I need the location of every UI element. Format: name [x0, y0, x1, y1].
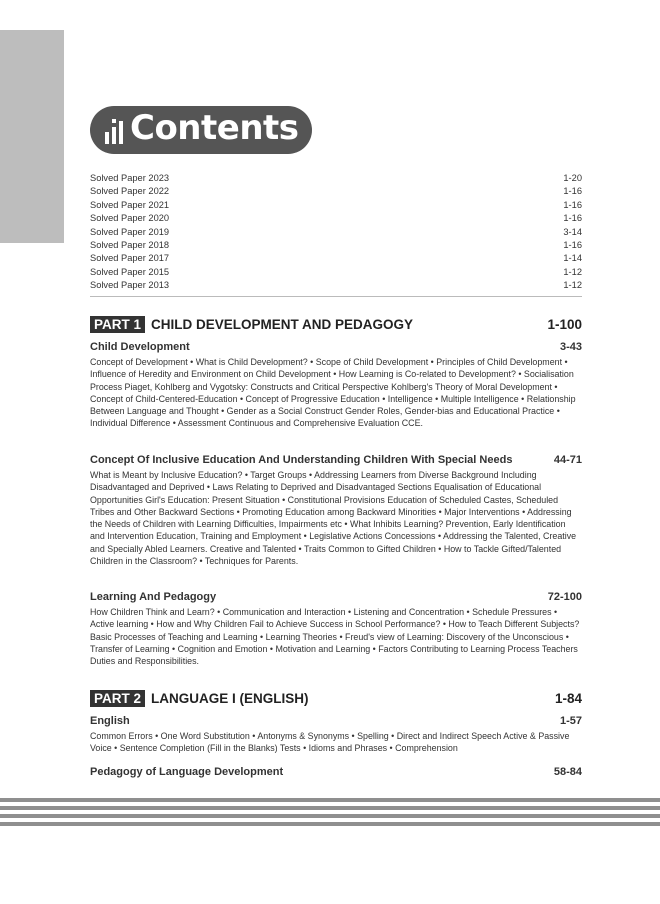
paper-pages: 1-16 — [563, 213, 582, 224]
chapter-child-development — [90, 339, 582, 430]
chapter-title: Learning And Pedagogy — [90, 591, 217, 603]
part-title: CHILD DEVELOPMENT AND PEDAGOGY — [151, 317, 414, 332]
list-item — [90, 239, 582, 252]
chapter-topics: What is Meant by Inclusive Education? • Target Groups • Addressing Learners from Diverse Background Including Disadvantaged and Deprived • Laws Relating to Deprived and Disadvantaged Sections Equalisation of Educational Opportunities Girl's Education: Present Situation • Constitutional Provisions Education of Scheduled Castes, Scheduled Tribes and Other Backward Sections • Promoting Education among Backward Minorities • Major Interventions • Addressing the Needs of Children with Learning Difficulties, Impairments etc • What Inhibits Learning? Prevention, Early Identification and Intervention Education, Training and Employment • Legislative Actions Concessions • Addressing the Talented, Creative and Specially Abled Learners. Creative and Talented • Traits Common to Gifted Children • How to Tackle Gifted/Talented Children in the Classroom? • Techniques for Parents. — [90, 470, 577, 567]
paper-pages: 1-12 — [563, 280, 582, 291]
list-item — [90, 199, 582, 212]
solved-papers-list — [90, 172, 582, 293]
paper-label: Solved Paper 2021 — [90, 199, 170, 210]
paper-pages: 1-16 — [563, 239, 582, 250]
list-item — [90, 226, 582, 239]
chapter-topics: Concept of Development • What is Child Development? • Scope of Child Development • Principles of Child Development • Influence of Heredity and Environment on Child Development • How Learning is Co-related to Development? • Socialisation Process Piaget, Kohlberg and Vygotsky: Constructs and Critical Perspective Kohlberg's Theory of Moral Development • Concept of Child-Centered-Education • Concept of Progressive Education • Intelligence • Multiple Intelligence • Relationship Between Language and Thought • Gender as a Social Construct Gender Roles, Gender-bias and Educational Practice • Individual Difference • Assessment Continuous and Comprehensive Evaluation CCE. — [90, 357, 576, 429]
part-pages: 1-100 — [547, 317, 582, 332]
list-item — [90, 172, 582, 185]
chapter-pages: 1-57 — [559, 715, 582, 727]
paper-pages: 1-20 — [563, 173, 582, 183]
chapter-topics: Common Errors • One Word Substitution • Antonyms & Synonyms • Spelling • Direct and Indirect Speech Active & Passive Voice • Sentence Completion (Fill in the Blanks) Tests • Idioms and Phrases • Comprehension — [90, 731, 570, 754]
part-badge: PART 2 — [90, 690, 145, 707]
chapter-pages: 3-43 — [559, 341, 582, 353]
paper-pages: 3-14 — [563, 226, 582, 237]
chapter-title: English — [90, 715, 130, 727]
paper-pages: 1-12 — [563, 266, 582, 277]
chapter-title: Pedagogy of Language Development — [90, 766, 284, 778]
paper-label: Solved Paper 2019 — [90, 226, 170, 237]
stripe — [0, 806, 660, 810]
part-badge: PART 1 — [90, 316, 145, 333]
list-item — [90, 252, 582, 265]
chapter-pages: 44-71 — [553, 454, 582, 466]
part-2-heading — [90, 690, 582, 707]
list-item — [90, 185, 582, 198]
footer-stripes — [0, 798, 660, 830]
chapter-inclusive-education — [90, 452, 582, 567]
part-1-heading — [90, 316, 582, 333]
chapter-title: Concept Of Inclusive Education And Understanding Children With Special Needs — [90, 454, 513, 466]
paper-pages: 1-16 — [563, 199, 582, 210]
list-item — [90, 266, 582, 279]
chapter-pedagogy-language — [90, 764, 582, 780]
stripe — [0, 822, 660, 826]
paper-label: Solved Paper 2013 — [90, 280, 170, 291]
paper-pages: 1-16 — [563, 186, 582, 197]
bars-icon — [104, 118, 126, 144]
part-pages: 1-84 — [554, 691, 582, 706]
contents-header — [90, 106, 312, 154]
paper-pages: 1-14 — [563, 253, 582, 264]
list-item — [90, 212, 582, 225]
chapter-english — [90, 713, 582, 755]
side-tab — [0, 30, 64, 243]
chapter-pages: 58-84 — [553, 766, 582, 778]
stripe — [0, 814, 660, 818]
chapter-learning-pedagogy — [90, 589, 582, 667]
paper-label: Solved Paper 2017 — [90, 253, 170, 264]
paper-label: Solved Paper 2015 — [90, 266, 170, 277]
paper-label: Solved Paper 2020 — [90, 213, 170, 224]
divider — [90, 296, 582, 297]
paper-label: Solved Paper 2023 — [90, 173, 170, 183]
chapter-pages: 72-100 — [547, 591, 582, 603]
page-title: Contents — [130, 108, 299, 148]
stripe — [0, 798, 660, 802]
list-item — [90, 279, 582, 292]
part-title: LANGUAGE I (ENGLISH) — [151, 691, 309, 706]
paper-label: Solved Paper 2018 — [90, 239, 170, 250]
paper-label: Solved Paper 2022 — [90, 186, 170, 197]
chapter-title: Child Development — [90, 341, 190, 353]
chapter-topics: How Children Think and Learn? • Communication and Interaction • Listening and Concentration • Schedule Pressures • Active learning • How and Why Children Fail to Achieve Success in School Performance? • How to Teach Different Subjects? Basic Processes of Teaching and Learning • Learning Theories • Freud's view of Learning: Discovery of the Unconscious • Transfer of Learning • Cognition and Emotion • Motivation and Learning • Factors Contributing to Learning Process Teachers Duties and Responsibilities. — [90, 607, 580, 667]
